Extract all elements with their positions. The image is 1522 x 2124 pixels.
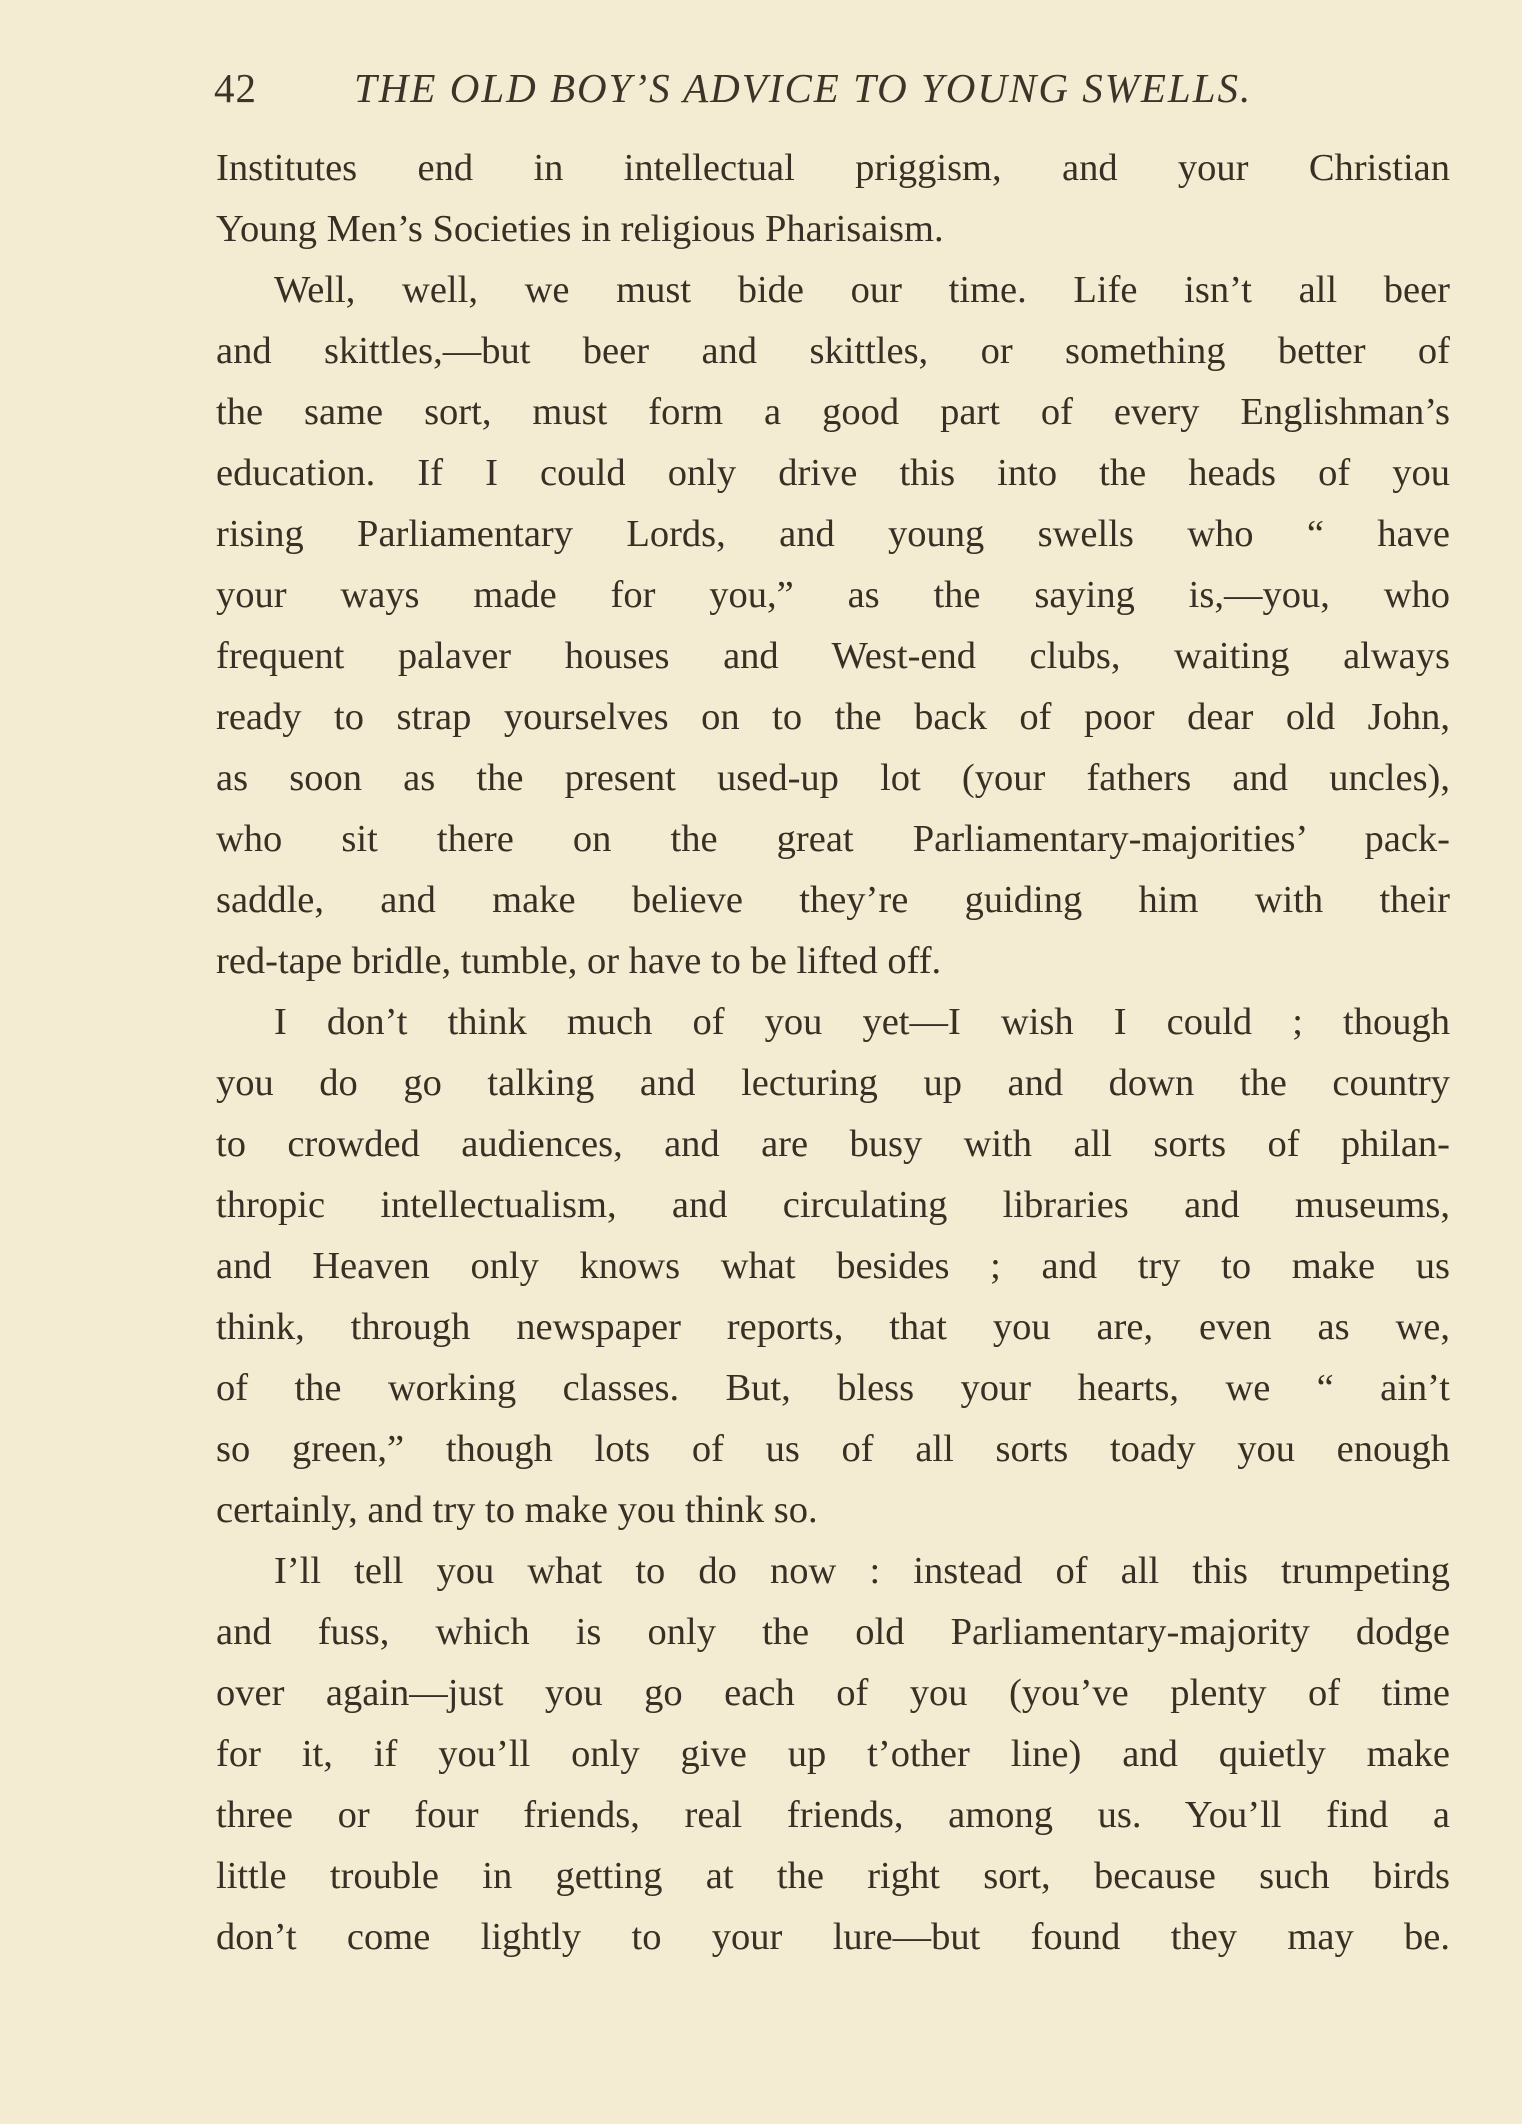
text-line: over again—just you go each of you (you’ve plenty of time (216, 1672, 1450, 1714)
paragraph-start-line: Well, well, we must bide our time. Life isn’t all beer (274, 269, 1450, 311)
text-line: three or four friends, real friends, among us. You’ll find a (216, 1794, 1450, 1836)
text-line: Young Men’s Societies in religious Pharisaism. (216, 208, 944, 250)
text-line: you do go talking and lecturing up and down the country (216, 1062, 1450, 1104)
text-line: your ways made for you,” as the saying is,—you, who (216, 574, 1450, 616)
text-line: don’t come lightly to your lure—but found they may be. (216, 1916, 1450, 1958)
text-line: for it, if you’ll only give up t’other line) and quietly make (216, 1733, 1450, 1775)
text-line: saddle, and make believe they’re guiding him with their (216, 879, 1450, 921)
page-number: 42 (214, 65, 257, 111)
page-header (214, 58, 1334, 118)
text-line: rising Parliamentary Lords, and young swells who “ have (216, 513, 1450, 555)
text-line: of the working classes. But, bless your hearts, we “ ain’t (216, 1367, 1450, 1409)
text-line: so green,” though lots of us of all sorts toady you enough (216, 1428, 1450, 1470)
text-line: certainly, and try to make you think so. (216, 1489, 818, 1531)
text-line: and fuss, which is only the old Parliamentary-majority dodge (216, 1611, 1450, 1653)
text-line: and skittles,—but beer and skittles, or something better of (216, 330, 1450, 372)
paragraph-start-line: I don’t think much of you yet—I wish I could ; though (274, 1001, 1450, 1043)
running-title: THE OLD BOY’S ADVICE TO YOUNG SWELLS. (354, 65, 1253, 111)
text-line: Institutes end in intellectual priggism, and your Christian (216, 147, 1450, 189)
body-text (216, 138, 1450, 1968)
text-line: thropic intellectualism, and circulating libraries and museums, (216, 1184, 1450, 1226)
text-line: and Heaven only knows what besides ; and try to make us (216, 1245, 1450, 1287)
text-line: think, through newspaper reports, that you are, even as we, (216, 1306, 1450, 1348)
text-line: to crowded audiences, and are busy with all sorts of philan- (216, 1123, 1450, 1165)
text-line: who sit there on the great Parliamentary-majorities’ pack- (216, 818, 1450, 860)
text-line: as soon as the present used-up lot (your fathers and uncles), (216, 757, 1450, 799)
text-line: ready to strap yourselves on to the back of poor dear old John, (216, 696, 1450, 738)
paragraph-start-line: I’ll tell you what to do now : instead of all this trumpeting (274, 1550, 1450, 1592)
text-line: little trouble in getting at the right sort, because such birds (216, 1855, 1450, 1897)
text-line: frequent palaver houses and West-end clubs, waiting always (216, 635, 1450, 677)
text-line: the same sort, must form a good part of every Englishman’s (216, 391, 1450, 433)
text-line: education. If I could only drive this into the heads of you (216, 452, 1450, 494)
text-line: red-tape bridle, tumble, or have to be lifted off. (216, 940, 942, 982)
